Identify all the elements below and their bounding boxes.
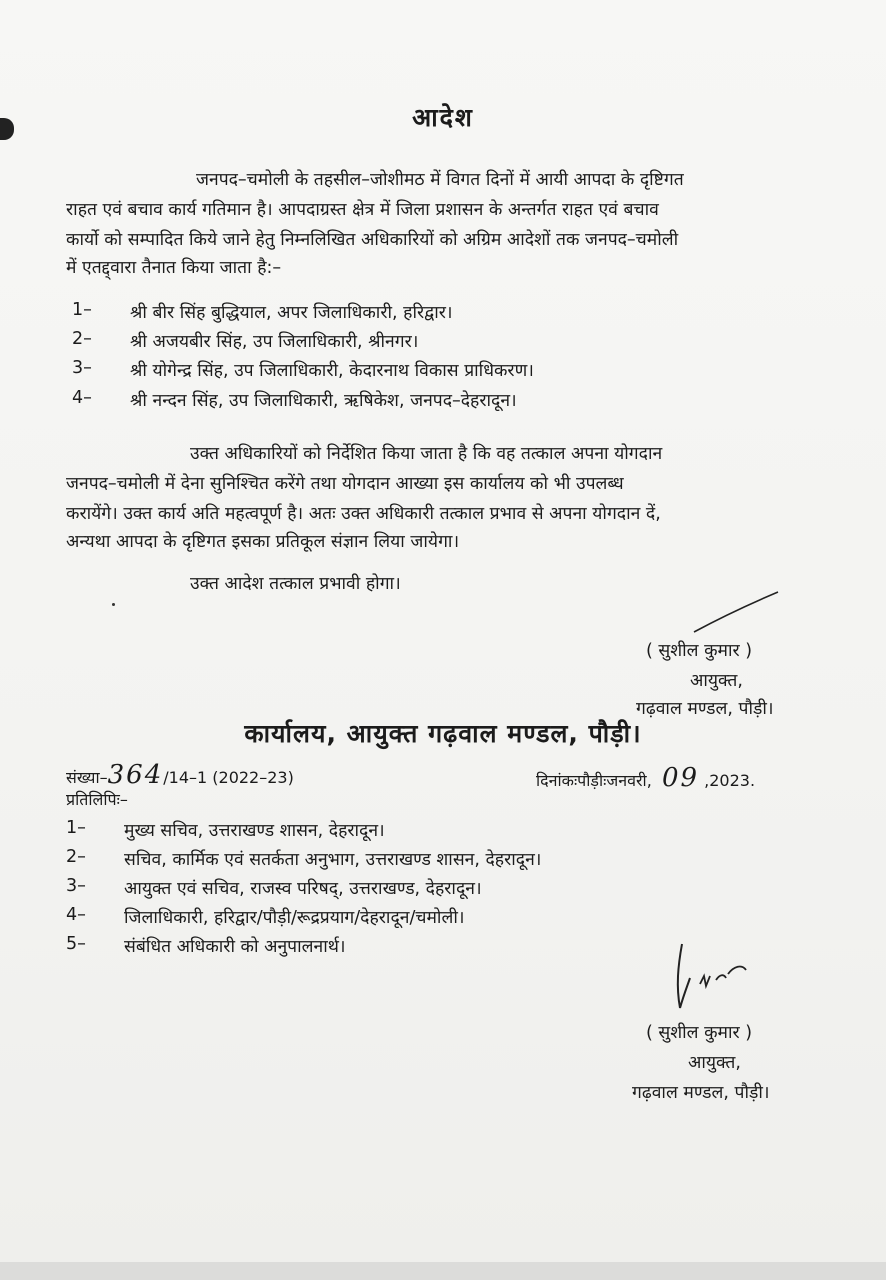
copy-item: आयुक्त एवं सचिव, राजस्व परिषद्, उत्तराखण्ड, देहरादून। xyxy=(124,879,482,899)
officer-number: 4– xyxy=(72,388,92,408)
para1-line-2: राहत एवं बचाव कार्य गतिमान है। आपदाग्रस्त क्षेत्र में जिला प्रशासन के अन्तर्गत राहत एवं बचाव xyxy=(66,200,659,220)
signature-1-designation: आयुक्त, xyxy=(690,671,743,691)
officer-number: 2– xyxy=(72,329,92,349)
signature-1-office: गढ़वाल मण्डल, पौड़ी। xyxy=(636,699,774,719)
reference-number xyxy=(66,760,294,790)
signature-1-name: ( सुशील कुमार ) xyxy=(646,641,753,661)
reference-date-label: दिनांकःपौड़ीःजनवरी, xyxy=(536,771,652,790)
copy-number: 5– xyxy=(66,934,86,954)
officer-item: श्री अजयबीर सिंह, उप जिलाधिकारी, श्रीनगर। xyxy=(130,332,419,352)
copy-item: जिलाधिकारी, हरिद्वार/पौड़ी/रूद्रप्रयाग/देहरादून/चमोली। xyxy=(124,908,465,928)
copy-item: मुख्य सचिव, उत्तराखण्ड शासन, देहरादून। xyxy=(124,821,385,841)
copy-item: संबंधित अधिकारी को अनुपालनार्थ। xyxy=(124,937,346,957)
copy-number: 4– xyxy=(66,905,86,925)
reference-number-label: संख्या– xyxy=(66,768,108,787)
officer-item: श्री बीर सिंह बुद्धियाल, अपर जिलाधिकारी, हरिद्वार। xyxy=(130,303,453,323)
signature-1 xyxy=(690,588,782,638)
reference-date-handwritten: 09 xyxy=(661,763,700,793)
para2-line-2: जनपद–चमोली में देना सुनिश्चित करेंगे तथा योगदान आख्या इस कार्यालय को भी उपलब्ध xyxy=(66,474,624,494)
signature-2-designation: आयुक्त, xyxy=(688,1053,741,1073)
reference-number-handwritten: 364 xyxy=(107,760,164,790)
order-title: आदेश xyxy=(412,103,474,132)
reference-date-year: ,2023. xyxy=(704,771,756,790)
copy-item: सचिव, कार्मिक एवं सतर्कता अनुभाग, उत्तराखण्ड शासन, देहरादून। xyxy=(124,850,542,870)
para1-line-4: में एतद्द्वारा तैनात किया जाता है:– xyxy=(66,258,282,278)
reference-number-rest: /14–1 (2022–23) xyxy=(163,768,294,787)
copy-label: प्रतिलिपिः– xyxy=(66,790,128,809)
para1-line-3: कार्यो को सम्पादित किये जाने हेतु निम्नलिखित अधिकारियों को अग्रिम आदेशों तक जनपद–चमोली xyxy=(66,230,679,250)
para2-line-3: करायेंगे। उक्त कार्य अति महत्वपूर्ण है। अतः उक्त अधिकारी तत्काल प्रभाव से अपना योगदान दें, xyxy=(66,504,661,524)
para2-line-4: अन्यथा आपदा के दृष्टिगत इसका प्रतिकूल संज्ञान लिया जायेगा। xyxy=(66,532,460,552)
para1-line-1: जनपद–चमोली के तहसील–जोशीमठ में विगत दिनों में आयी आपदा के दृष्टिगत xyxy=(196,170,684,190)
copy-number: 3– xyxy=(66,876,86,896)
office-heading: कार्यालय, आयुक्त गढ़वाल मण्डल, पौड़ी। xyxy=(244,719,642,748)
copy-number: 2– xyxy=(66,847,86,867)
page-bottom-edge xyxy=(0,1262,886,1280)
paper-speck xyxy=(112,603,115,606)
signature-2 xyxy=(664,938,764,1016)
para2-line-1: उक्त अधिकारियों को निर्देशित किया जाता है कि वह तत्काल अपना योगदान xyxy=(190,444,663,464)
para3: उक्त आदेश तत्काल प्रभावी होगा। xyxy=(190,574,401,594)
officer-item: श्री योगेन्द्र सिंह, उप जिलाधिकारी, केदारनाथ विकास प्राधिकरण। xyxy=(130,361,534,381)
officer-item: श्री नन्दन सिंह, उप जिलाधिकारी, ऋषिकेश, जनपद–देहरादून। xyxy=(130,391,517,411)
signature-2-name: ( सुशील कुमार ) xyxy=(646,1023,753,1043)
signature-2-office: गढ़वाल मण्डल, पौड़ी। xyxy=(632,1083,770,1103)
officer-number: 1– xyxy=(72,300,92,320)
officer-number: 3– xyxy=(72,358,92,378)
copy-number: 1– xyxy=(66,818,86,838)
reference-date xyxy=(536,763,755,793)
